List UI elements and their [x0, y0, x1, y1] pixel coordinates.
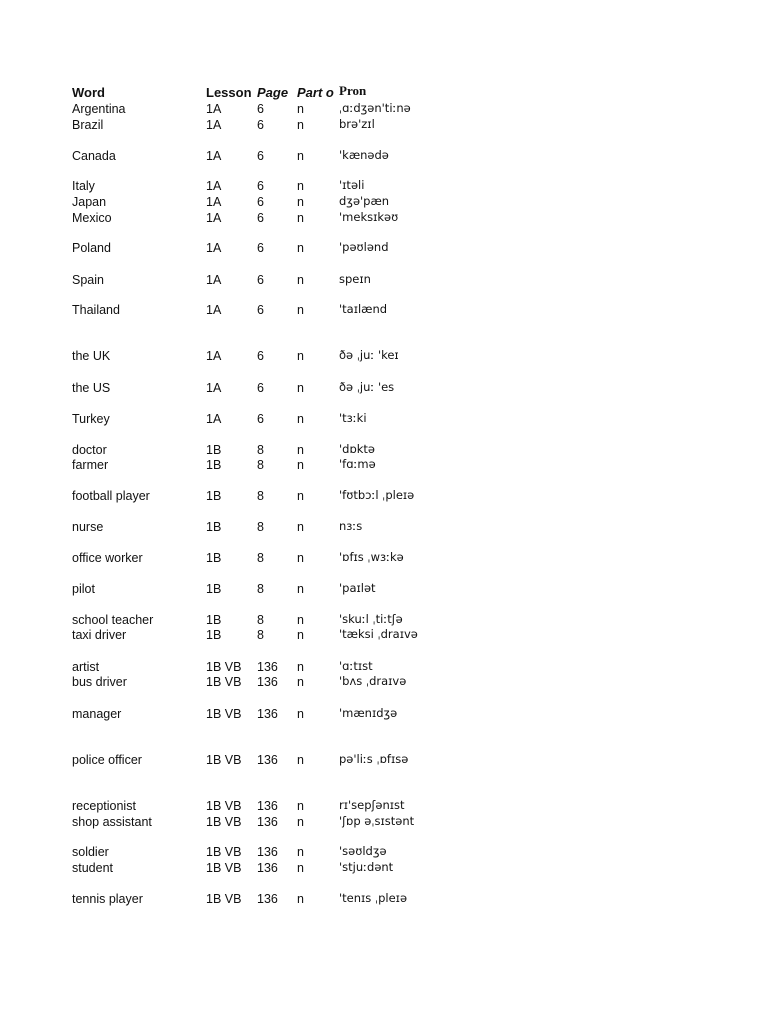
pos-cell: n: [297, 349, 304, 363]
word-cell: Turkey: [72, 412, 110, 426]
pos-cell: n: [297, 815, 304, 829]
page-cell: 6: [257, 303, 264, 317]
pron-cell: dʒə'pæn: [339, 194, 390, 208]
pos-cell: n: [297, 799, 304, 813]
page-cell: 6: [257, 349, 264, 363]
word-cell: the US: [72, 381, 111, 395]
word-cell: nurse: [72, 520, 104, 534]
word-cell: Poland: [72, 241, 111, 255]
page-cell: 6: [257, 381, 264, 395]
lesson-cell: 1B: [206, 458, 222, 472]
pos-cell: n: [297, 489, 304, 503]
lesson-cell: 1B VB: [206, 892, 242, 906]
header-pronunciation: Pron: [339, 83, 367, 98]
lesson-cell: 1A: [206, 102, 222, 116]
pron-cell: 'taɪlænd: [339, 302, 388, 316]
lesson-cell: 1A: [206, 303, 222, 317]
page-cell: 6: [257, 273, 264, 287]
header-part-of-speech: Part o: [297, 85, 334, 100]
page-cell: 8: [257, 458, 264, 472]
lesson-cell: 1B: [206, 551, 222, 565]
word-cell: receptionist: [72, 799, 136, 813]
table-row: [0, 380, 768, 396]
pron-cell: 'mænɪdʒə: [339, 706, 398, 720]
table-row: [0, 210, 768, 226]
lesson-cell: 1B VB: [206, 660, 242, 674]
word-cell: football player: [72, 489, 150, 503]
word-cell: school teacher: [72, 613, 154, 627]
header-word: Word: [72, 85, 105, 100]
page-cell: 136: [257, 753, 278, 767]
pos-cell: n: [297, 273, 304, 287]
lesson-cell: 1B: [206, 520, 222, 534]
word-cell: office worker: [72, 551, 143, 565]
table-row: [0, 798, 768, 814]
table-row: [0, 550, 768, 566]
pron-cell: ðə ˌjuː 'keɪ: [339, 348, 399, 362]
pos-cell: n: [297, 241, 304, 255]
pron-cell: 'skuːl ˌtiːtʃə: [339, 612, 403, 626]
page-cell: 8: [257, 551, 264, 565]
table-row: [0, 581, 768, 597]
page-cell: 8: [257, 443, 264, 457]
lesson-cell: 1B: [206, 582, 222, 596]
pos-cell: n: [297, 118, 304, 132]
word-cell: manager: [72, 707, 122, 721]
pos-cell: n: [297, 582, 304, 596]
page-cell: 6: [257, 412, 264, 426]
lesson-cell: 1B VB: [206, 753, 242, 767]
table-row: [0, 752, 768, 768]
lesson-cell: 1A: [206, 412, 222, 426]
page-cell: 8: [257, 520, 264, 534]
page-cell: 6: [257, 149, 264, 163]
lesson-cell: 1B VB: [206, 675, 242, 689]
pron-cell: brə'zɪl: [339, 117, 375, 131]
page-cell: 136: [257, 675, 278, 689]
pos-cell: n: [297, 102, 304, 116]
lesson-cell: 1B: [206, 628, 222, 642]
lesson-cell: 1A: [206, 195, 222, 209]
lesson-cell: 1B VB: [206, 845, 242, 859]
page-cell: 6: [257, 195, 264, 209]
table-row: [0, 891, 768, 907]
page-cell: 136: [257, 660, 278, 674]
pron-cell: 'meksɪkəʊ: [339, 210, 399, 224]
word-cell: artist: [72, 660, 100, 674]
table-row: [0, 457, 768, 473]
word-cell: farmer: [72, 458, 109, 472]
pos-cell: n: [297, 412, 304, 426]
word-cell: Japan: [72, 195, 107, 209]
word-cell: the UK: [72, 349, 111, 363]
header-row: [0, 85, 768, 101]
pos-cell: n: [297, 628, 304, 642]
pos-cell: n: [297, 753, 304, 767]
lesson-cell: 1A: [206, 241, 222, 255]
page-cell: 136: [257, 799, 278, 813]
page-cell: 8: [257, 582, 264, 596]
page-cell: 6: [257, 102, 264, 116]
table-row: [0, 844, 768, 860]
pos-cell: n: [297, 211, 304, 225]
word-cell: Italy: [72, 179, 95, 193]
word-cell: soldier: [72, 845, 109, 859]
lesson-cell: 1B: [206, 489, 222, 503]
word-cell: Argentina: [72, 102, 126, 116]
pron-cell: 'tenɪs ˌpleɪə: [339, 891, 408, 905]
lesson-cell: 1A: [206, 149, 222, 163]
word-cell: Brazil: [72, 118, 104, 132]
page-cell: 136: [257, 845, 278, 859]
pos-cell: n: [297, 613, 304, 627]
pos-cell: n: [297, 381, 304, 395]
pos-cell: n: [297, 551, 304, 565]
lesson-cell: 1B VB: [206, 707, 242, 721]
word-cell: police officer: [72, 753, 142, 767]
header-lesson: Lesson: [206, 85, 252, 100]
table-row: [0, 814, 768, 830]
word-cell: pilot: [72, 582, 95, 596]
pron-cell: ˌɑːdʒən'tiːnə: [339, 101, 411, 115]
table-row: [0, 706, 768, 722]
page-cell: 136: [257, 815, 278, 829]
word-cell: doctor: [72, 443, 107, 457]
table-row: [0, 240, 768, 256]
table-row: [0, 488, 768, 504]
pos-cell: n: [297, 179, 304, 193]
pron-cell: 'fɑːmə: [339, 457, 376, 471]
pron-cell: 'bʌs ˌdraɪvə: [339, 674, 407, 688]
table-row: [0, 178, 768, 194]
pos-cell: n: [297, 520, 304, 534]
pos-cell: n: [297, 149, 304, 163]
page-cell: 8: [257, 628, 264, 642]
pron-cell: 'kænədə: [339, 148, 389, 162]
lesson-cell: 1A: [206, 349, 222, 363]
pron-cell: ðə ˌjuː 'es: [339, 380, 395, 394]
page-cell: 8: [257, 613, 264, 627]
pron-cell: 'ʃɒp əˌsɪstənt: [339, 814, 415, 828]
table-row: [0, 519, 768, 535]
table-row: [0, 860, 768, 876]
page-cell: 136: [257, 707, 278, 721]
pos-cell: n: [297, 892, 304, 906]
table-row: [0, 674, 768, 690]
word-cell: bus driver: [72, 675, 127, 689]
lesson-cell: 1B: [206, 613, 222, 627]
lesson-cell: 1B VB: [206, 861, 242, 875]
table-row: [0, 148, 768, 164]
table-row: [0, 194, 768, 210]
pron-cell: rɪ'sepʃənɪst: [339, 798, 405, 812]
table-row: [0, 302, 768, 318]
pos-cell: n: [297, 195, 304, 209]
lesson-cell: 1A: [206, 211, 222, 225]
lesson-cell: 1A: [206, 118, 222, 132]
pos-cell: n: [297, 707, 304, 721]
page-cell: 8: [257, 489, 264, 503]
page-cell: 6: [257, 241, 264, 255]
table-row: [0, 272, 768, 288]
pos-cell: n: [297, 303, 304, 317]
header-page: Page: [257, 85, 289, 100]
lesson-cell: 1B VB: [206, 799, 242, 813]
pron-cell: 'ɒfɪs ˌwɜːkə: [339, 550, 404, 564]
pos-cell: n: [297, 845, 304, 859]
table-row: [0, 442, 768, 458]
lesson-cell: 1B VB: [206, 815, 242, 829]
table-row: [0, 101, 768, 117]
page-cell: 6: [257, 179, 264, 193]
page-cell: 136: [257, 892, 278, 906]
pron-cell: 'pəʊlənd: [339, 240, 389, 254]
lesson-cell: 1A: [206, 273, 222, 287]
word-cell: shop assistant: [72, 815, 152, 829]
pron-cell: 'tæksi ˌdraɪvə: [339, 627, 418, 641]
pron-cell: 'səʊldʒə: [339, 844, 387, 858]
page-cell: 136: [257, 861, 278, 875]
word-cell: taxi driver: [72, 628, 127, 642]
pron-cell: 'fʊtbɔːl ˌpleɪə: [339, 488, 415, 502]
table-row: [0, 348, 768, 364]
word-cell: student: [72, 861, 114, 875]
table-row: [0, 627, 768, 643]
pron-cell: 'stjuːdənt: [339, 860, 394, 874]
pos-cell: n: [297, 458, 304, 472]
pos-cell: n: [297, 443, 304, 457]
pron-cell: 'ɑːtɪst: [339, 659, 373, 673]
word-cell: Canada: [72, 149, 116, 163]
word-cell: Thailand: [72, 303, 120, 317]
page-cell: 6: [257, 211, 264, 225]
pos-cell: n: [297, 861, 304, 875]
pron-cell: pə'liːs ˌɒfɪsə: [339, 752, 409, 766]
pron-cell: 'tɜːki: [339, 411, 367, 425]
page-cell: 6: [257, 118, 264, 132]
word-cell: Mexico: [72, 211, 112, 225]
pron-cell: 'ɪtəli: [339, 178, 365, 192]
table-row: [0, 117, 768, 133]
lesson-cell: 1A: [206, 381, 222, 395]
pos-cell: n: [297, 660, 304, 674]
pos-cell: n: [297, 675, 304, 689]
word-cell: tennis player: [72, 892, 143, 906]
table-row: [0, 411, 768, 427]
lesson-cell: 1B: [206, 443, 222, 457]
pron-cell: 'dɒktə: [339, 442, 376, 456]
pron-cell: 'paɪlət: [339, 581, 376, 595]
lesson-cell: 1A: [206, 179, 222, 193]
pron-cell: speɪn: [339, 272, 371, 286]
word-cell: Spain: [72, 273, 104, 287]
pron-cell: nɜːs: [339, 519, 363, 533]
